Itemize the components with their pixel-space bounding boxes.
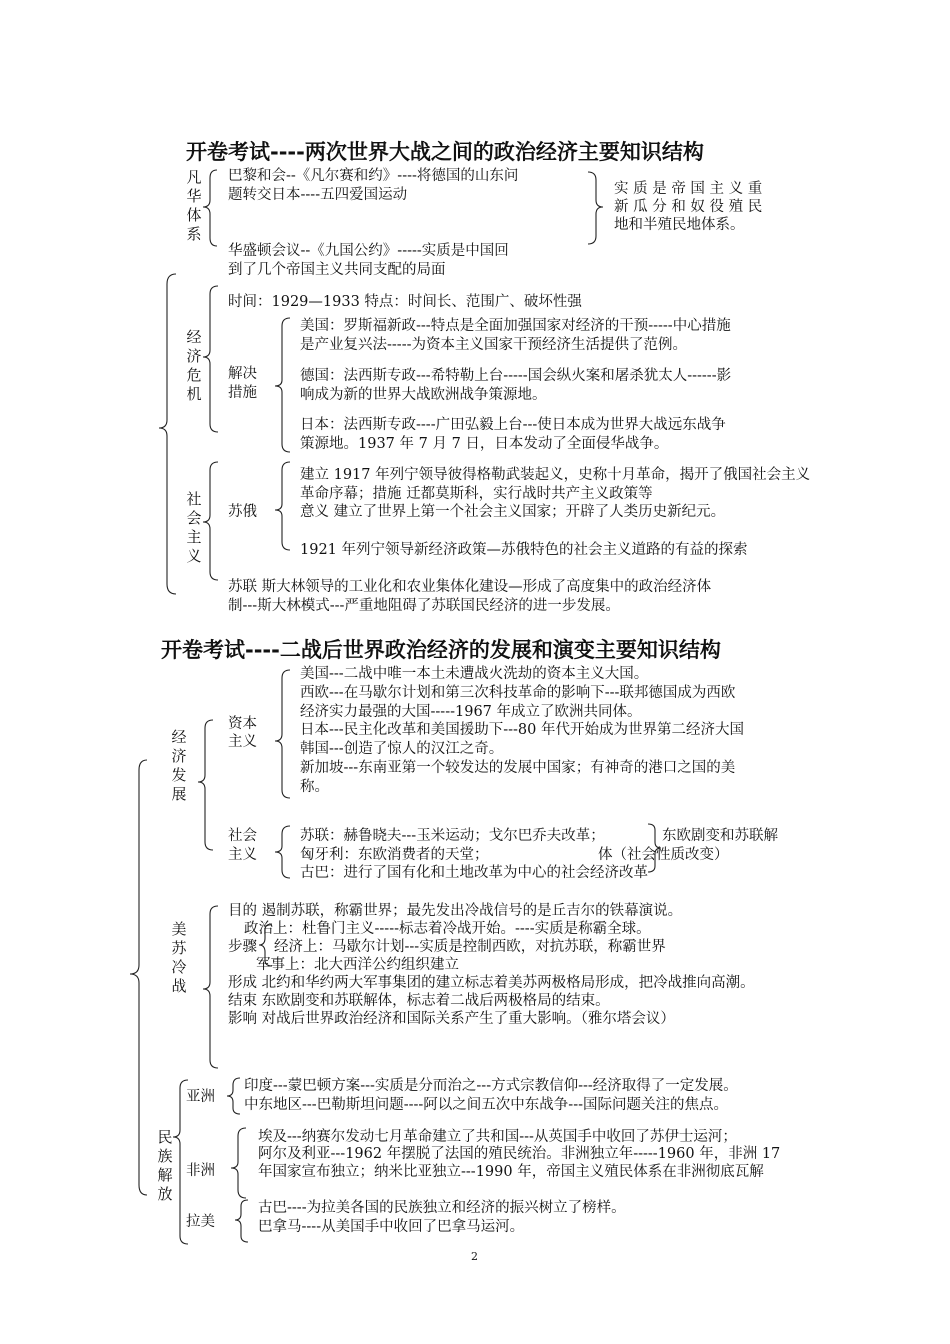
crisis-time-line: 时间：1929—1933 特点：时间长、范围广、破坏性强	[228, 294, 582, 310]
essence-line3: 地和半殖民地体系。	[614, 217, 745, 233]
page-number: 2	[471, 1250, 478, 1263]
africa-line2: 阿尔及利亚---1962 年摆脱了法国的殖民统治。非洲独立年-----1960 年，非洲 17	[258, 1146, 781, 1162]
latam-brace	[235, 1200, 248, 1242]
cap-line2: 西欧---在马歇尔计划和第三次科技革命的影响下---联邦德国成为西欧	[300, 685, 736, 701]
washington-conference-line1: 华盛顿会议--《九国公约》-----实质是中国回	[228, 243, 509, 259]
japan-line2: 策源地。1937 年 7 月 7 日，日本发动了全面侵华战争。	[300, 436, 669, 452]
cold-formation-line: 形成 北约和华约两大军事集团的建立标志着美苏两极格局形成，把冷战推向高潮。	[228, 975, 755, 991]
cap-line7: 称。	[300, 779, 329, 795]
section2-title: 开卷考试----二战后世界政治经济的发展和演变主要知识结构	[161, 638, 721, 662]
cap-line1: 美国---二战中唯一本土未遭战火洗劫的资本主义大国。	[300, 666, 649, 682]
soc2-right-line2: 体（社会性质改变）	[598, 847, 729, 863]
socialism-label: 社会主义	[186, 490, 202, 565]
ussr-line2: 制---斯大林模式---严重地阻碍了苏联国民经济的进一步发展。	[228, 598, 620, 614]
section1-title: 开卷考试----两次世界大战之间的政治经济主要知识结构	[186, 140, 704, 164]
cold-brace	[203, 906, 218, 1068]
capitalism-label-1: 资本	[228, 716, 257, 732]
soviet-russia-line3: 意义 建立了世界上第一个社会主义国家；开辟了人类历史新纪元。	[300, 504, 726, 520]
vf-label: 凡华体系	[186, 168, 202, 243]
soviet-russia-line1: 建立 1917 年列宁领导彼得格勒武装起义，史称十月革命，揭开了俄国社会主义	[300, 467, 811, 483]
asia-line1: 印度---蒙巴顿方案---实质是分而治之---方式宗教信仰---经济取得了一定发展。	[244, 1078, 738, 1094]
japan-line1: 日本：法西斯专政----广田弘毅上台---使日本成为世界大战远东战争	[300, 417, 726, 433]
cold-economic-line: 经济上：马歇尔计划---实质是控制西欧，对抗苏联，称霸世界	[274, 939, 666, 955]
ussr-line1: 苏联 斯大林领导的工业化和农业集体化建设—形成了高度集中的政治经济体	[228, 579, 712, 595]
vf-essence-brace	[588, 172, 603, 244]
measures-label-2: 措施	[228, 385, 257, 401]
soc2-label-2: 主义	[228, 847, 257, 863]
cold-steps-label: 步骤	[228, 939, 257, 955]
cold-influence-line: 影响 对战后世界政治经济和国际关系产生了重大影响。（雅尔塔会议）	[228, 1011, 675, 1027]
asia-line2: 中东地区---巴勒斯坦问题----阿以之间五次中东战争---国际问题关注的焦点。	[244, 1097, 728, 1113]
africa-brace	[231, 1128, 246, 1198]
econ-label: 经济发展	[171, 728, 187, 803]
econ-cold-lib-brace	[130, 760, 147, 1195]
capitalism-brace	[275, 670, 290, 798]
us-new-deal-line2: 是产业复兴法-----为资本主义国家干预经济生活提供了范例。	[300, 337, 687, 353]
cold-military-line: 军事上：北大西洋公约组织建立	[256, 957, 459, 973]
paris-conference-line2: 题转交日本----五四爱国运动	[228, 187, 408, 203]
measures-label-1: 解决	[228, 366, 257, 382]
asia-brace	[227, 1078, 240, 1114]
measures-brace	[275, 318, 290, 452]
cold-war-label: 美苏冷战	[171, 920, 187, 995]
soc2-line3: 古巴：进行了国有化和土地改革为中心的社会经济改革	[300, 865, 648, 881]
soviet-russia-brace	[275, 462, 290, 550]
vf-brace	[203, 170, 217, 246]
crisis-label: 经济危机	[186, 328, 202, 403]
latam-line1: 古巴----为拉美各国的民族独立和经济的振兴树立了榜样。	[258, 1200, 626, 1216]
crisis-brace	[203, 286, 218, 432]
us-new-deal-line1: 美国：罗斯福新政---特点是全面加强国家对经济的干预-----中心措施	[300, 318, 731, 334]
soviet-russia-line2: 革命序幕；措施 迁都莫斯科，实行战时共产主义政策等	[300, 486, 653, 502]
africa-line1: 埃及---纳赛尔发动七月革命建立了共和国---从英国手中收回了苏伊士运河；	[258, 1129, 737, 1145]
soc2-line1: 苏联：赫鲁晓夫---玉米运动；戈尔巴乔夫改革；	[300, 828, 605, 844]
cap-line6: 新加坡---东南亚第一个较发达的发展中国家；有神奇的港口之国的美	[300, 760, 736, 776]
soc2-brace	[275, 826, 290, 878]
cold-political-line: 政治上：杜鲁门主义-----标志着冷战开始。----实质是称霸全球。	[244, 921, 651, 937]
socialism-brace	[203, 462, 218, 580]
cold-end-line: 结束 东欧剧变和苏联解体，标志着二战后两极格局的结束。	[228, 993, 610, 1009]
africa-label: 非洲	[186, 1163, 215, 1179]
asia-label: 亚洲	[186, 1089, 215, 1105]
econ-brace	[198, 720, 213, 850]
essence-line1: 实 质 是 帝 国 主 义 重	[614, 181, 763, 197]
soviet-russia-line4: 1921 年列宁领导新经济政策—苏俄特色的社会主义道路的有益的探索	[300, 542, 748, 558]
cap-line4: 日本---民主化改革和美国援助下---80 年代开始成为世界第二经济大国	[300, 722, 744, 738]
soc2-line2: 匈牙利：东欧消费者的天堂；	[300, 847, 489, 863]
germany-line1: 德国：法西斯专政---希特勒上台-----国会纵火案和屠杀犹太人------影	[300, 368, 732, 384]
soviet-russia-label: 苏俄	[228, 504, 257, 520]
latam-line2: 巴拿马----从美国手中收回了巴拿马运河。	[258, 1219, 525, 1235]
latam-label: 拉美	[186, 1214, 215, 1230]
washington-conference-line2: 到了几个帝国主义共同支配的局面	[228, 262, 446, 278]
soc2-right-line1: 东欧剧变和苏联解	[662, 828, 778, 844]
essence-line2: 新 瓜 分 和 奴 役 殖 民	[614, 199, 763, 215]
crisis-socialism-brace	[159, 274, 176, 594]
liberation-label: 民族解放	[157, 1128, 173, 1203]
africa-line3: 年国家宣布独立；纳米比亚独立---1990 年，帝国主义殖民体系在非洲彻底瓦解	[258, 1164, 764, 1180]
cap-line5: 韩国---创造了惊人的汉江之奇。	[300, 741, 504, 757]
paris-conference-line1: 巴黎和会--《凡尔赛和约》----将德国的山东问	[228, 168, 519, 184]
cap-line3: 经济实力最强的大国-----1967 年成立了欧洲共同体。	[300, 704, 642, 720]
capitalism-label-2: 主义	[228, 734, 257, 750]
soc2-label-1: 社会	[228, 828, 257, 844]
cold-goal-line: 目的 遏制苏联，称霸世界；最先发出冷战信号的是丘吉尔的铁幕演说。	[228, 903, 683, 919]
germany-line2: 响成为新的世界大战欧洲战争策源地。	[300, 387, 547, 403]
